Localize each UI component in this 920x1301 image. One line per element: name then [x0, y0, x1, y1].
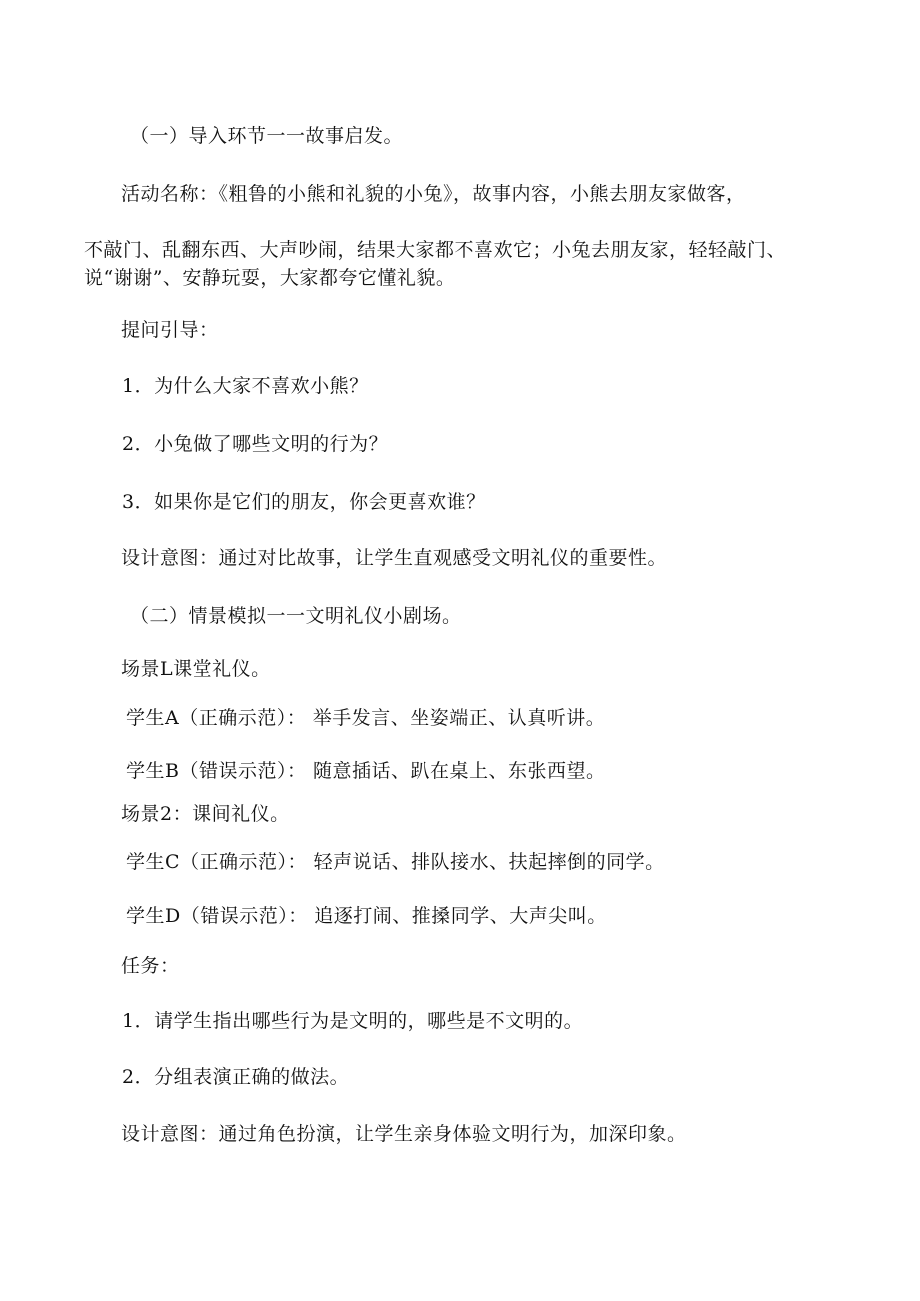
- design-intent-paragraph: 设计意图：通过角色扮演，让学生亲身体验文明行为，加深印象。: [121, 1123, 687, 1145]
- question-guide-label: 提问引导：: [121, 319, 219, 341]
- section-heading-scenario: （二）情景模拟一一文明礼仪小剧场。: [130, 605, 462, 627]
- question-item: 3．如果你是它们的朋友，你会更喜欢谁？: [122, 491, 486, 513]
- question-item: 1．为什么大家不喜欢小熊？: [122, 375, 369, 397]
- task-item: 2．分组表演正确的做法。: [122, 1066, 350, 1088]
- role-line: 学生A（正确示范）： 举手发言、坐姿端正、认真听讲。: [126, 707, 606, 729]
- task-item: 1．请学生指出哪些行为是文明的，哪些是不文明的。: [122, 1010, 584, 1032]
- section-heading-intro: （一）导入环节一一故事启发。: [130, 125, 404, 147]
- role-line: 学生C（正确示范）： 轻声说话、排队接水、扶起摔倒的同学。: [126, 851, 665, 873]
- story-content-line: 说“谢谢”、安静玩耍，大家都夸它懂礼貌。: [84, 267, 456, 289]
- task-label: 任务：: [121, 955, 180, 977]
- role-line: 学生B（错误示范）： 随意插话、趴在桌上、东张西望。: [126, 760, 606, 782]
- design-intent-paragraph: 设计意图：通过对比故事，让学生直观感受文明礼仪的重要性。: [121, 547, 668, 569]
- scene-label: 场景L课堂礼仪。: [121, 658, 271, 680]
- scene-label: 场景2：课间礼仪。: [121, 803, 290, 825]
- activity-name-paragraph: 活动名称：《粗鲁的小熊和礼貌的小兔》，故事内容，小熊去朋友家做客，: [121, 183, 746, 205]
- question-item: 2．小兔做了哪些文明的行为？: [122, 433, 389, 455]
- role-line: 学生D（错误示范）： 追逐打闹、推搡同学、大声尖叫。: [126, 905, 607, 927]
- story-content-line: 不敲门、乱翻东西、大声吵闹，结果大家都不喜欢它；小兔去朋友家，轻轻敲门、: [84, 239, 787, 261]
